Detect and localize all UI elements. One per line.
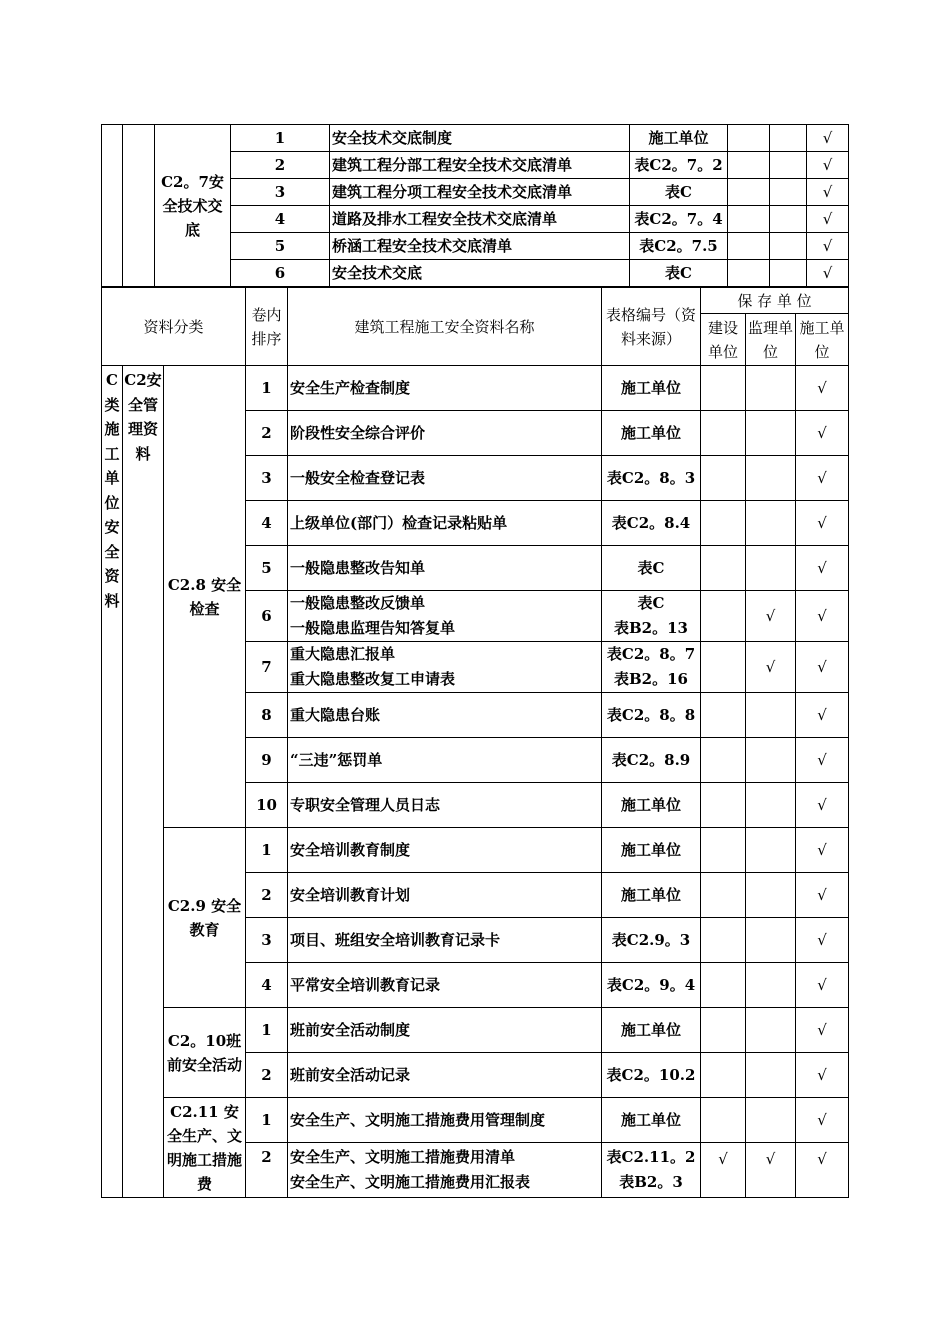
document-name: 建筑工程分部工程安全技术交底清单 [330, 152, 630, 179]
check-constr: √ [796, 828, 849, 873]
check-build [701, 546, 746, 591]
check-super [746, 918, 796, 963]
c2-label: C2安全管理资料 [123, 366, 164, 1198]
form-code: 表C2。8.4 [602, 501, 701, 546]
check-constr: √ [796, 456, 849, 501]
form-code-line: 表B2。13 [614, 619, 688, 637]
check-constr: √ [796, 366, 849, 411]
row-number: 8 [246, 693, 288, 738]
document-name [288, 642, 602, 693]
form-code: 施工单位 [602, 366, 701, 411]
form-code: 表C [602, 546, 701, 591]
check-constr: √ [796, 693, 849, 738]
check-build [701, 411, 746, 456]
construction-check: √ [807, 152, 849, 179]
form-code: 表C2。7.5 [630, 233, 728, 260]
check-constr: √ [796, 1143, 849, 1198]
header-supervision-unit: 监理单位 [746, 314, 796, 366]
header-order: 卷内排序 [246, 288, 288, 366]
row-number: 4 [246, 501, 288, 546]
document-name: 一般安全检查登记表 [288, 456, 602, 501]
supervision-unit-cell [770, 206, 807, 233]
check-build [701, 501, 746, 546]
check-super [746, 783, 796, 828]
form-code [602, 1143, 701, 1198]
row-number: 2 [246, 1053, 288, 1098]
check-super [746, 1098, 796, 1143]
check-build [701, 591, 746, 642]
check-build [701, 738, 746, 783]
check-build [701, 1053, 746, 1098]
check-constr: √ [796, 1053, 849, 1098]
row-number: 1 [246, 1098, 288, 1143]
form-code: 表C2。9。4 [602, 963, 701, 1008]
class-c-label: C类施工单位安全资料 [102, 366, 123, 1198]
document-name [288, 591, 602, 642]
row-number: 5 [231, 233, 330, 260]
document-name: 安全培训教育制度 [288, 828, 602, 873]
supervision-unit-cell [770, 260, 807, 287]
document-name: 班前安全活动制度 [288, 1008, 602, 1053]
header-storage-unit: 保 存 单 位 [701, 288, 849, 314]
table-row [102, 366, 849, 411]
check-super [746, 828, 796, 873]
build-unit-cell [728, 206, 770, 233]
table-row [102, 1008, 849, 1053]
form-code: 表C2。8。3 [602, 456, 701, 501]
check-build [701, 828, 746, 873]
build-unit-cell [728, 233, 770, 260]
check-constr: √ [796, 591, 849, 642]
row-number: 4 [231, 206, 330, 233]
form-code: 表C2。10.2 [602, 1053, 701, 1098]
document-name: 班前安全活动记录 [288, 1053, 602, 1098]
check-super [746, 411, 796, 456]
row-number: 10 [246, 783, 288, 828]
main-table [101, 287, 849, 1198]
document-name: “三违”惩罚单 [288, 738, 602, 783]
row-number: 3 [231, 179, 330, 206]
document-name-line: 一般隐患整改反馈单 [290, 594, 426, 612]
form-code: 施工单位 [602, 783, 701, 828]
check-constr: √ [796, 873, 849, 918]
document-name-line: 重大隐患整改复工申请表 [290, 670, 456, 688]
check-constr: √ [796, 918, 849, 963]
check-build [701, 963, 746, 1008]
supervision-unit-cell [770, 233, 807, 260]
check-super [746, 1008, 796, 1053]
document-name: 项目、班组安全培训教育记录卡 [288, 918, 602, 963]
row-number: 6 [231, 260, 330, 287]
header-document-name: 建筑工程施工安全资料名称 [288, 288, 602, 366]
form-code-line: 表B2。3 [619, 1173, 683, 1191]
form-code: 施工单位 [602, 1008, 701, 1053]
build-unit-cell [728, 152, 770, 179]
build-unit-cell [728, 125, 770, 152]
check-build [701, 1008, 746, 1053]
check-build [701, 783, 746, 828]
supervision-unit-cell [770, 152, 807, 179]
row-number: 2 [246, 1143, 288, 1198]
check-constr: √ [796, 546, 849, 591]
form-code [602, 642, 701, 693]
form-code: 表C2.9。3 [602, 918, 701, 963]
top-section-table [101, 124, 849, 287]
group-title: C2。10班前安全活动 [164, 1008, 246, 1098]
form-code-line: 表B2。16 [614, 670, 688, 688]
check-constr: √ [796, 783, 849, 828]
header-build-unit: 建设单位 [701, 314, 746, 366]
form-code: 表C2。8。8 [602, 693, 701, 738]
check-super [746, 693, 796, 738]
group-title: C2.9 安全教育 [164, 828, 246, 1008]
check-build [701, 918, 746, 963]
row-number: 7 [246, 642, 288, 693]
row-number: 2 [231, 152, 330, 179]
form-code: 表C2。7。4 [630, 206, 728, 233]
row-number: 2 [246, 873, 288, 918]
form-code [602, 591, 701, 642]
document-name-line: 安全生产、文明施工措施费用汇报表 [290, 1173, 531, 1191]
row-number: 1 [246, 828, 288, 873]
check-constr: √ [796, 738, 849, 783]
check-build [701, 693, 746, 738]
form-code-line: 表C2。8。7 [606, 645, 696, 663]
form-code: 表C [630, 260, 728, 287]
form-code: 施工单位 [602, 411, 701, 456]
row-number: 1 [231, 125, 330, 152]
check-constr: √ [796, 411, 849, 456]
form-code: 施工单位 [630, 125, 728, 152]
document-name: 道路及排水工程安全技术交底清单 [330, 206, 630, 233]
construction-check: √ [807, 233, 849, 260]
build-unit-cell [728, 260, 770, 287]
check-super: √ [746, 591, 796, 642]
check-build [701, 366, 746, 411]
check-super [746, 963, 796, 1008]
table-row [102, 828, 849, 873]
document-name: 桥涵工程安全技术交底清单 [330, 233, 630, 260]
document-name: 一般隐患整改告知单 [288, 546, 602, 591]
top-blank-cell-b [123, 125, 155, 287]
form-code: 施工单位 [602, 1098, 701, 1143]
form-code-line: 表C2.11。2 [606, 1148, 696, 1166]
check-super [746, 738, 796, 783]
document-name: 重大隐患台账 [288, 693, 602, 738]
header-form-code: 表格编号（资料来源） [602, 288, 701, 366]
supervision-unit-cell [770, 179, 807, 206]
row-number: 1 [246, 366, 288, 411]
row-number: 1 [246, 1008, 288, 1053]
row-number: 6 [246, 591, 288, 642]
row-number: 4 [246, 963, 288, 1008]
row-number: 3 [246, 918, 288, 963]
document-name: 上级单位(部门）检查记录粘贴单 [288, 501, 602, 546]
document-name-line: 重大隐患汇报单 [290, 645, 396, 663]
row-number: 5 [246, 546, 288, 591]
check-build [701, 642, 746, 693]
document-name-line: 一般隐患监理告知答复单 [290, 619, 456, 637]
document-name: 平常安全培训教育记录 [288, 963, 602, 1008]
document-name: 专职安全管理人员日志 [288, 783, 602, 828]
table-row [102, 1098, 849, 1143]
form-code: 施工单位 [602, 828, 701, 873]
row-number: 2 [246, 411, 288, 456]
construction-check: √ [807, 179, 849, 206]
header-row-1 [102, 288, 849, 314]
main-table-body [102, 288, 849, 1198]
group-title: C2.8 安全检查 [164, 366, 246, 828]
row-number: 3 [246, 456, 288, 501]
form-code-line: 表C [637, 594, 665, 612]
check-build [701, 873, 746, 918]
document-name: 安全生产检查制度 [288, 366, 602, 411]
form-code: 表C [630, 179, 728, 206]
top-section-body [102, 125, 849, 287]
check-super [746, 501, 796, 546]
construction-check: √ [807, 125, 849, 152]
header-construction-unit: 施工单位 [796, 314, 849, 366]
document-name [288, 1143, 602, 1198]
document-name-line: 安全生产、文明施工措施费用清单 [290, 1148, 516, 1166]
top-row [102, 125, 849, 152]
check-build [701, 1098, 746, 1143]
check-constr: √ [796, 963, 849, 1008]
check-super: √ [746, 1143, 796, 1198]
check-constr: √ [796, 501, 849, 546]
check-super [746, 456, 796, 501]
document-name: 安全培训教育计划 [288, 873, 602, 918]
check-super [746, 366, 796, 411]
form-code: 施工单位 [602, 873, 701, 918]
top-category-cell: C2。7安全技术交底 [155, 125, 231, 287]
check-constr: √ [796, 642, 849, 693]
check-constr: √ [796, 1098, 849, 1143]
check-build [701, 456, 746, 501]
check-super: √ [746, 642, 796, 693]
construction-check: √ [807, 206, 849, 233]
document-name: 阶段性安全综合评价 [288, 411, 602, 456]
check-build: √ [701, 1143, 746, 1198]
document-name: 安全技术交底制度 [330, 125, 630, 152]
document-name: 安全技术交底 [330, 260, 630, 287]
header-category: 资料分类 [102, 288, 246, 366]
document-name: 安全生产、文明施工措施费用管理制度 [288, 1098, 602, 1143]
top-blank-cell-a [102, 125, 123, 287]
build-unit-cell [728, 179, 770, 206]
check-super [746, 873, 796, 918]
check-super [746, 1053, 796, 1098]
construction-check: √ [807, 260, 849, 287]
group-title: C2.11 安全生产、文明施工措施费 [164, 1098, 246, 1198]
document-name: 建筑工程分项工程安全技术交底清单 [330, 179, 630, 206]
supervision-unit-cell [770, 125, 807, 152]
row-number: 9 [246, 738, 288, 783]
form-code: 表C2。7。2 [630, 152, 728, 179]
check-constr: √ [796, 1008, 849, 1053]
form-code: 表C2。8.9 [602, 738, 701, 783]
check-super [746, 546, 796, 591]
